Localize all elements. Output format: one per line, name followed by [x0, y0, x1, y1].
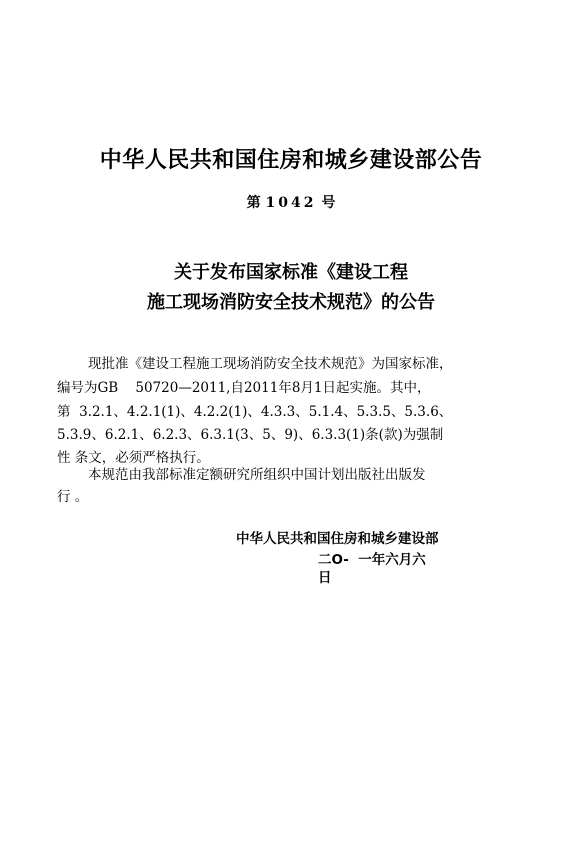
number-suffix: 号 — [321, 195, 336, 211]
signature-date: 二O- 一年六月六 — [318, 552, 426, 568]
body-line: 本规范由我部标准定额研究所组织中国计划出版社出版发 — [88, 467, 426, 483]
body-line: 编号为GB 50720—2011,自2011年8月1日起实施。其中， — [57, 380, 431, 396]
signature-organization: 中华人民共和国住房和城乡建设部 — [236, 531, 439, 547]
body-line: 性 条文，必须严格执行。 — [57, 450, 210, 466]
body-line: 行 。 — [57, 489, 89, 505]
issuer-title: 中华人民共和国住房和城乡建设部公告 — [99, 148, 483, 173]
number-value: 1042 — [265, 195, 317, 211]
number-prefix: 第 — [246, 195, 261, 211]
body-line: 现批准《建设工程施工现场消防安全技术规范》为国家标准， — [88, 356, 453, 372]
document-number — [0, 192, 582, 212]
subtitle-line-1: 关于发布国家标准《建设工程 — [174, 262, 408, 283]
body-line: 第 3.2.1、4.2.1(1)、4.2.2(1)、4.3.3、5.1.4、5.3.5、5.3.6、 — [57, 404, 453, 420]
signature-date-continued: 日 — [318, 570, 332, 586]
body-line: 5.3.9、6.2.1、6.2.3、6.3.1(3、5、9)、6.3.3(1)条(款)为强制 — [57, 427, 444, 443]
subtitle-line-2: 施工现场消防安全技术规范》的公告 — [147, 292, 435, 313]
